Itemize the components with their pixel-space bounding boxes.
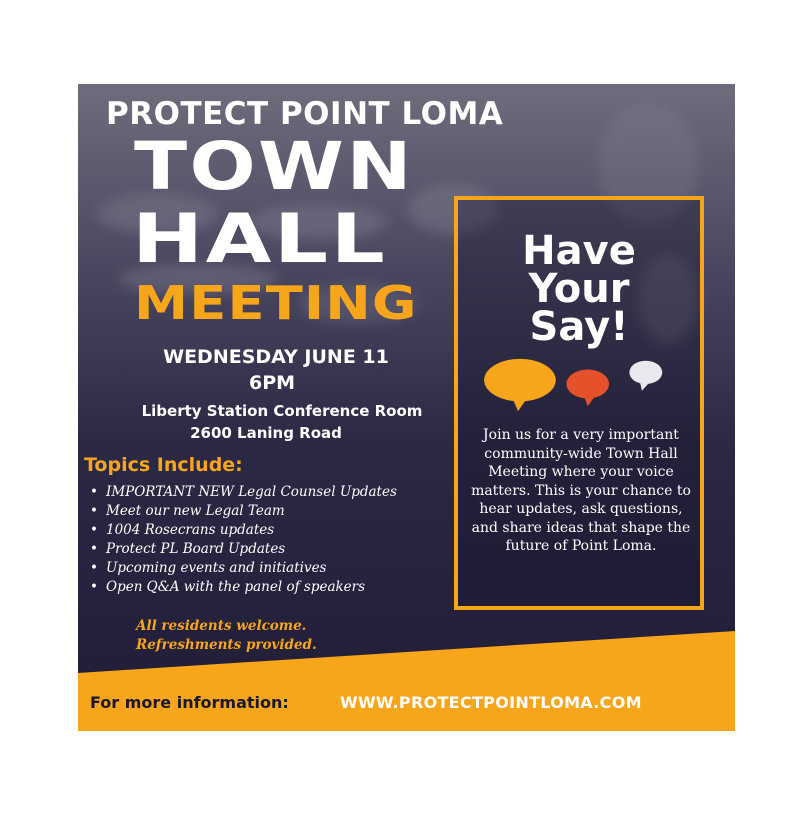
- welcome-note: All residents welcome.: [136, 618, 307, 634]
- speech-bubble-orange-icon: [484, 359, 556, 411]
- title-town: TOWN: [134, 128, 414, 205]
- list-item: • Upcoming events and initiatives: [90, 559, 397, 578]
- list-item: • Protect PL Board Updates: [90, 540, 397, 559]
- speech-bubble-white-icon: [629, 361, 662, 391]
- refreshments-note: Refreshments provided.: [136, 637, 317, 653]
- have-your-say-callout: [454, 196, 704, 610]
- speech-bubble-red-icon: [566, 369, 609, 406]
- title-hall: HALL: [132, 200, 388, 279]
- event-time: 6PM: [248, 372, 296, 394]
- event-date: WEDNESDAY JUNE 11: [163, 346, 389, 368]
- callout-say: Say!: [529, 304, 629, 350]
- more-info-label: For more information:: [90, 693, 289, 712]
- list-item: • Open Q&A with the panel of speakers: [90, 578, 397, 597]
- speech-bubbles: [458, 354, 700, 414]
- title-meeting: MEETING: [134, 276, 418, 330]
- list-item: • Meet our new Legal Team: [90, 502, 397, 521]
- topics-list: [90, 483, 397, 597]
- website-url: WWW.PROTECTPOINTLOMA.COM: [340, 693, 642, 712]
- event-address: 2600 Laning Road: [190, 424, 342, 442]
- topics-heading: Topics Include:: [84, 454, 243, 476]
- callout-have: Have: [522, 228, 636, 274]
- callout-your: Your: [528, 266, 630, 312]
- list-item: • IMPORTANT NEW Legal Counsel Updates: [90, 483, 397, 502]
- town-hall-flyer: [78, 84, 735, 731]
- list-item: • 1004 Rosecrans updates: [90, 521, 397, 540]
- callout-description: Join us for a very important community-wide Town Hall Meeting where your voice matters. This is your chance to hear updates, ask questions, and share ideas that shape the future of Point Loma.: [471, 427, 691, 554]
- event-venue: Liberty Station Conference Room: [141, 402, 423, 420]
- organization-name: PROTECT POINT LOMA: [106, 96, 504, 132]
